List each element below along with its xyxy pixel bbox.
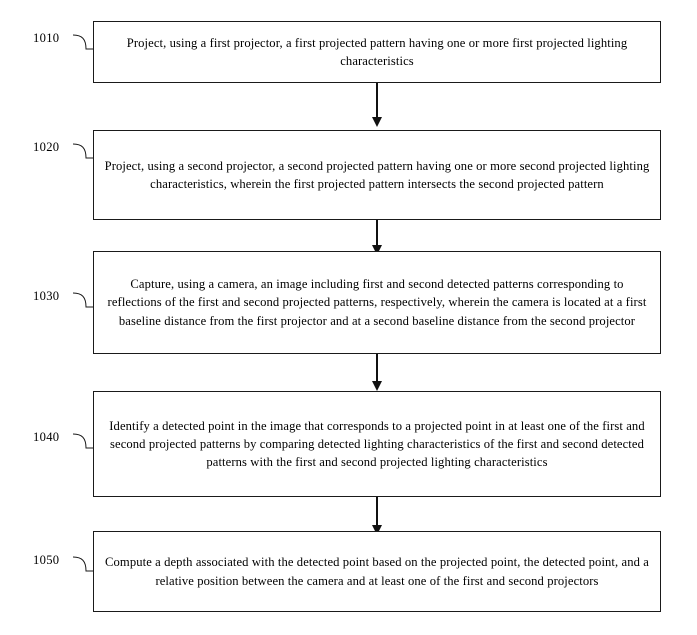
step-label-1020: Project, using a second projector, a second projected pattern having one or more second projected lighting characteristics, wherein the first projected pattern intersects the second projected pattern [104,158,650,191]
step-box-1030 [93,251,661,354]
step-ref-1040: 1040 [33,430,60,444]
step-ref-1050: 1050 [33,553,60,567]
step-box-1020 [93,130,661,220]
step-box-1010 [93,21,661,83]
step-ref-1010: 1010 [33,31,60,45]
step-label-1030: Capture, using a camera, an image including first and second detected patterns corresponding to reflections of the first and second projected patterns, respectively, wherein the camera is located at a first baseline distance from the first projector and at a second baseline distance from the second projector [107,277,647,328]
step-box-1050 [93,531,661,612]
step-ref-1030: 1030 [33,289,60,303]
step-label-1010: Project, using a first projector, a first projected pattern having one or more first projected lighting characteristics [126,35,628,68]
arrow-1040-to-1050 [376,497,378,526]
arrow-1010-to-1020 [376,83,378,118]
step-label-1050: Compute a depth associated with the detected point based on the projected point, the detected point, and a relative position between the camera and at least one of the first and second projectors [105,555,649,588]
arrow-1020-to-1030 [376,220,378,246]
step-label-1040: Identify a detected point in the image that corresponds to a projected point in at least one of the first and second projected patterns by comparing detected lighting characteristics of the first and second detected patterns with the first and second projected lighting characteristics [109,418,645,470]
step-ref-1020: 1020 [33,140,60,154]
arrow-1030-to-1040 [376,354,378,382]
step-box-1040 [93,391,661,497]
